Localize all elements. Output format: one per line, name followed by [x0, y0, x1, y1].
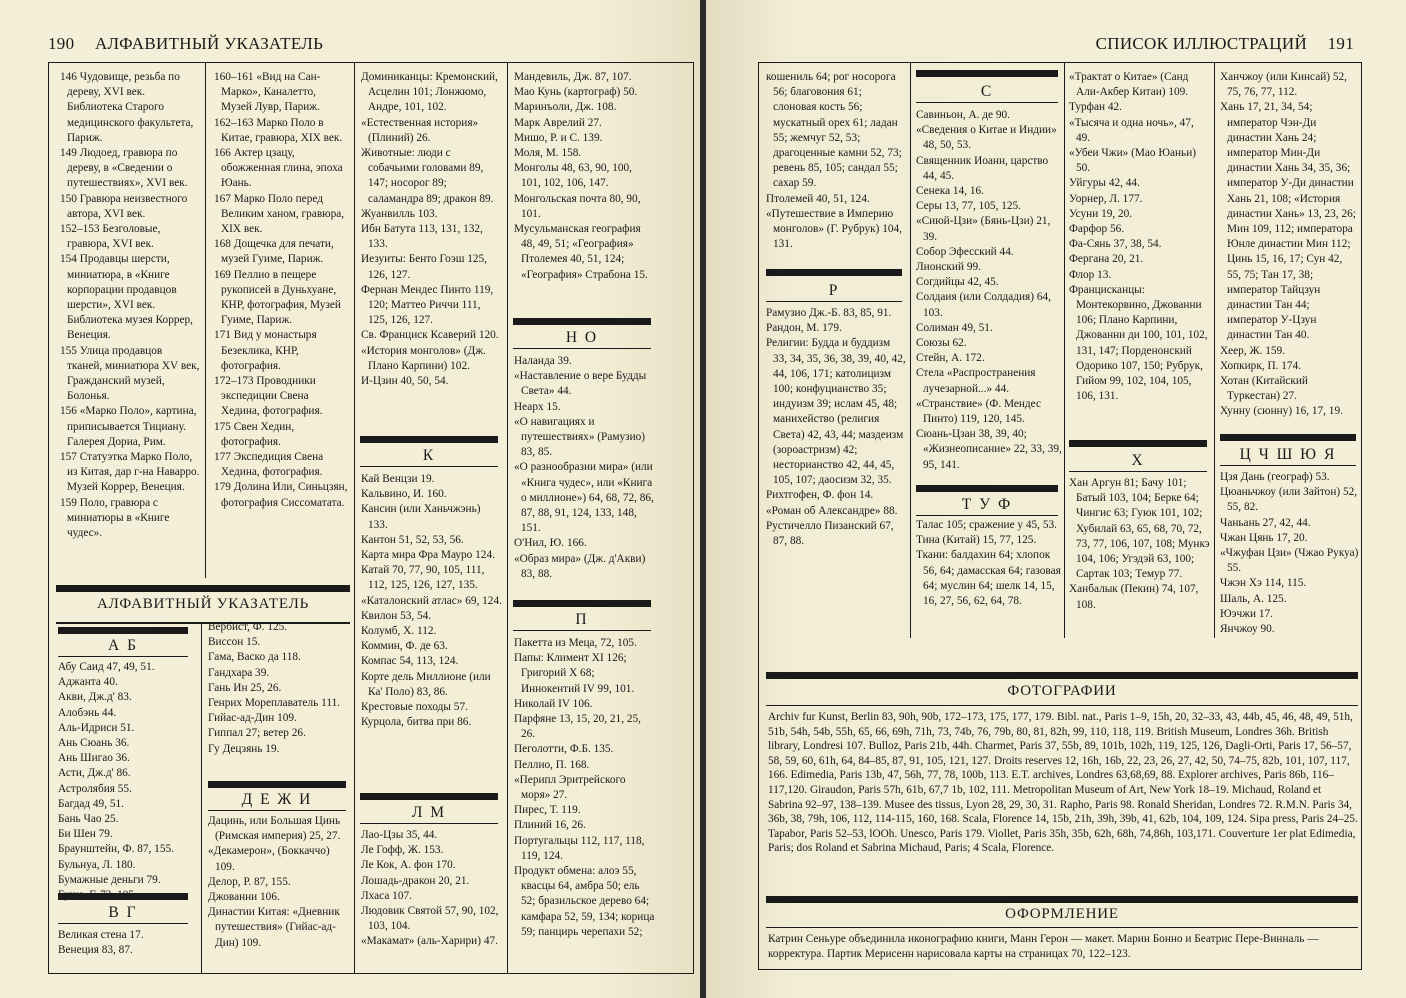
column-divider — [507, 62, 508, 974]
index-entry: Солдаия (или Солдадия) 64, 103. — [916, 291, 1051, 319]
section-s-entries — [916, 108, 1062, 480]
index-entry: Уорнер, Л. 177. — [1069, 192, 1143, 205]
section-p-entries — [514, 636, 656, 966]
index-entry: Генрих Мореплаватель 111. — [208, 697, 341, 710]
index-entry: Цюаньчжоу (или Зайтон) 52, 55, 82. — [1220, 486, 1358, 514]
index-entry: Гу Децзянь 19. — [208, 742, 280, 755]
index-entry: Колумб, Х. 112. — [361, 625, 437, 638]
index-entry: 149 Людоед, гравюра по дереву, в «Сведении о путешествиях», XVI век. — [60, 147, 188, 190]
design-underline — [766, 927, 1358, 928]
index-entry: Мао Кунь (картограф) 50. — [514, 86, 638, 99]
index-entry: Лао-Цзы 35, 44. — [361, 829, 438, 841]
index-entry: 169 Пеллио в пещере рукописей в Дуньхуане, КНР, фотография, Музей Гуиме, Париж. — [214, 268, 341, 327]
index-entry: Карта мира Фра Мауро 124. — [361, 549, 495, 562]
section-rule — [1220, 434, 1356, 441]
index-entry: Вербист, Ф. 125. — [208, 621, 288, 633]
index-entry: «Убеи Чжи» (Мао Юаньи) 50. — [1069, 147, 1197, 175]
index-entry: Турфан 42. — [1069, 101, 1122, 114]
index-entry: 179 Долина Или, Синьцзян, фотография Сиссоматата. — [214, 481, 348, 509]
section-ab-entries — [58, 660, 196, 885]
index-entry: Пеголотти, Ф.Б. 135. — [514, 743, 614, 756]
index-entry: 175 Свен Хедин, фотография. — [214, 420, 295, 448]
index-entry: «Чжуфан Цзи» (Чжао Рукуа) 55. — [1220, 547, 1359, 575]
index-entry: «Тысяча и одна ночь», 47, 49. — [1069, 116, 1194, 144]
index-entry: Венеция 83, 87. — [58, 944, 133, 957]
index-entry: Гама, Васко да 118. — [208, 651, 301, 664]
illustrations-column-1 — [60, 70, 200, 580]
index-entry: Кай Венцзи 19. — [361, 473, 435, 485]
index-entry: «Наставление о вере Будды Света» 44. — [514, 370, 647, 398]
index-entry: 171 Вид у монастыря Безеклика, КНР, фотография. — [214, 329, 317, 372]
index-entry: Курцола, битва при 86. — [361, 716, 472, 729]
photos-rule — [766, 672, 1358, 679]
photos-underline — [766, 705, 1358, 706]
column-divider — [354, 62, 355, 974]
index-entry: Фергана 20, 21. — [1069, 253, 1144, 266]
right-column-1-top — [766, 70, 906, 270]
right-column-3-top — [1069, 70, 1209, 435]
index-entry: 154 Продавцы шерсти, миниатюра, в «Книге корпорации продавцов шерсти», XVI век. Библиотека музея Коррер, Венеция. — [60, 253, 193, 342]
index-entry: Стела «Распространения лучезарной...» 44. — [916, 367, 1036, 395]
section-underline — [360, 466, 498, 467]
column-divider — [1214, 62, 1215, 638]
index-entry: Продукт обмена: алоэ 55, квасцы 64, амбра 50; ель 52; бразильское дерево 64; камфара 52, 59, 134; корица 59; панцирь черепахи 52; — [514, 865, 655, 938]
index-entry: «О разнообразии мира» (или «Книга чудес», или «Книга о миллионе») 64, 68, 72, 86, 87, 88, 91, 124, 133, 148, 151. — [514, 461, 654, 535]
index-entry: Ханбалык (Пекин) 74, 107, 108. — [1069, 583, 1199, 611]
index-entry: Союзы 62. — [916, 337, 967, 350]
section-letter-k: К — [422, 447, 436, 464]
index-entry: Уйгуры 42, 44. — [1069, 177, 1140, 190]
section-rule — [360, 793, 498, 800]
index-entry: 168 Дощечка для печати, музей Гуиме, Париж. — [214, 238, 334, 266]
index-entry: Хопкирк, П. 174. — [1220, 359, 1302, 372]
left-running-head — [48, 34, 323, 54]
section-underline — [916, 102, 1058, 103]
section-dezhi-entries — [208, 814, 348, 966]
index-entry: Талас 105; сражение у 45, 53. — [916, 519, 1057, 531]
index-entry: Доминиканцы: Кремонский, Асцелин 101; Лонжюмо, Андре, 101, 102. — [361, 71, 498, 114]
section-underline — [513, 630, 651, 631]
section-rule — [766, 269, 902, 276]
index-entry: Марк Аврелий 27. — [514, 116, 602, 129]
index-entry: Делор, Р. 87, 155. — [208, 875, 291, 888]
section-underline — [766, 301, 902, 302]
index-entry: Фарфор 56. — [1069, 223, 1125, 236]
index-entry: 167 Марко Поло перед Великим ханом, гравюра, XIX век. — [214, 192, 345, 236]
index-entry: Аль-Идриси 51. — [58, 721, 135, 734]
index-entry: Великая стена 17. — [58, 929, 144, 941]
illustrations-column-2 — [214, 70, 348, 580]
index-entry: Ань Шигао 36. — [58, 752, 130, 765]
section-underline — [1220, 465, 1356, 466]
index-entry: Мусульманская география 48, 49, 51; «География» Птолемея 40, 51, 124; «География» Страбона 15. — [514, 223, 648, 281]
index-entry: И-Цзин 40, 50, 54. — [361, 375, 449, 388]
section-letter-s: С — [980, 83, 994, 100]
index-entry: Мишо, Р. и С. 139. — [514, 131, 603, 144]
section-rule — [513, 600, 651, 607]
index-entry: Савиньон, А. де 90. — [916, 109, 1010, 121]
index-entry: Династии Китая: «Дневник путешествия» (Гийас-ад-Дин) 109. — [208, 906, 340, 949]
left-running-title: АЛФАВИТНЫЙ УКАЗАТЕЛЬ — [94, 34, 324, 53]
section-underline — [1069, 471, 1207, 472]
section-vg-entries — [58, 928, 196, 964]
index-entry: Ткани: балдахин 64; хлопок 56, 64; дамасская 64; газовая 64; муслин 64; шелк 14, 15, 16, 27, 56, 62, 64, 78. — [916, 549, 1061, 608]
index-entry: Пеллио, П. 168. — [514, 758, 590, 771]
index-entry: «Каталонский атлас» 69, 124. — [361, 594, 502, 607]
section-letter-ab: А Б — [108, 637, 138, 654]
section-underline — [916, 515, 1058, 516]
section-letter-r: Р — [828, 282, 840, 299]
right-running-title: СПИСОК ИЛЛЮСТРАЦИЙ — [1095, 34, 1308, 53]
index-entry: «Декамерон», (Боккаччо) 109. — [208, 845, 330, 873]
index-entry: Николай IV 106. — [514, 697, 593, 710]
index-entry: Бань Чао 25. — [58, 813, 119, 826]
index-entry: 155 Улица продавцов тканей, миниатюра XV век, Гражданский музей, Болонья. — [60, 344, 200, 403]
index-entry: Пакетта из Меца, 72, 105. — [514, 637, 637, 649]
index-entry: Хунну (сюнну) 16, 17, 19. — [1220, 405, 1343, 418]
section-rule — [360, 436, 498, 443]
section-rule — [916, 485, 1058, 492]
section-h-entries — [1069, 476, 1211, 638]
section-lm-entries — [361, 828, 503, 968]
index-entry: Папы: Климент XI 126; Григорий X 68; Иннокентий IV 99, 101. — [514, 652, 635, 695]
index-entry: Ань Сюань 36. — [58, 737, 130, 750]
index-entry: 177 Экспедиция Свена Хедина, фотография. — [214, 451, 324, 479]
index-entry: Хань 17, 21, 34, 54; император Чэн-Ди династии Хань 24; император Мин-Ди династии Хань 34, 35, 36; император У-Ди династии Хань 21, 108; «История династии Хань» 13, 23, 26; Мин 109, 112; императора Юнле династии Мин 112; Цинь 15, 16, 17; Сун 42, 55, 75; Тан 17, 38; император Тайцзун династии Тан 44; император У-Цзун династии Тан 40. — [1220, 101, 1356, 342]
section-underline — [58, 656, 188, 657]
index-entry: 156 «Марко Поло», картина, приписывается Тициану. Галерея Дориа, Рим. — [60, 405, 197, 448]
index-entry: Пирес, Т. 119. — [514, 804, 581, 817]
index-entry: 159 Поло, гравюра с миниатюры в «Книге чудес». — [60, 496, 170, 540]
index-entry: «История монголов» (Дж. Плано Карпини) 102. — [361, 344, 486, 372]
index-column-2-entries — [208, 620, 348, 770]
index-entry: Цзя Дань (географ) 53. — [1220, 471, 1330, 483]
section-k-entries — [361, 472, 503, 787]
index-entry: Ибн Батута 113, 131, 132, 133. — [361, 223, 483, 251]
column-divider — [910, 62, 911, 638]
section-letter-p: П — [575, 611, 589, 628]
index-entry: 166 Актер цзацу, обожженная глина, эпоха Юань. — [214, 147, 343, 190]
index-entry: Астролябия 55. — [58, 782, 132, 795]
index-entry: Гань Ин 25, 26. — [208, 681, 282, 694]
index-entry: Сенека 14, 16. — [916, 185, 984, 198]
index-entry: Лхаса 107. — [361, 889, 412, 902]
index-entry: 150 Гравюра неизвестного автора, XVI век. — [60, 192, 188, 220]
column-divider — [1064, 62, 1065, 638]
index-entry: Францисканцы: Монтекорвино, Джованни 106; Плано Карпини, Джованни ди 100, 101, 102, 131, 147; Порденонский Одорико 107, 150; Рубрук, Гийом 99, 102, 104, 105, 106, 131. — [1069, 283, 1208, 403]
index-entry: Абу Саид 47, 49, 51. — [58, 661, 155, 673]
index-entry: Рандон, М. 179. — [766, 322, 842, 335]
index-entry: Серы 13, 77, 105, 125. — [916, 200, 1022, 213]
index-entry: Компас 54, 113, 124. — [361, 655, 459, 668]
section-tuf-entries — [916, 518, 1062, 638]
index-entry: Плиний 16, 26. — [514, 819, 586, 832]
index-entry: Браунштейн, Ф. 87, 155. — [58, 843, 174, 856]
index-entry: Дацинь, или Большая Цинь (Римская империя) 25, 27. — [208, 815, 341, 843]
index-entry: Шаль, А. 125. — [1220, 592, 1287, 605]
section-letter-lm: Л М — [411, 804, 447, 821]
index-entry: «О навигациях и путешествиях» (Рамузио) 83, 85. — [514, 415, 646, 459]
index-entry: Птолемей 40, 51, 124. — [766, 192, 870, 205]
section-underline — [208, 810, 346, 811]
index-entry: Ле Гофф, Ж. 153. — [361, 844, 444, 857]
index-entry: Гандхара 39. — [208, 666, 270, 679]
index-entry: Акви, Дж.д' 83. — [58, 691, 132, 704]
index-entry: Багдад 49, 51. — [58, 797, 124, 810]
column-divider — [205, 62, 206, 578]
index-entry: «Странствие» (Ф. Мендес Пинто) 119, 120, 145. — [916, 397, 1041, 426]
index-entry: Рустичелло Пизанский 67, 87, 88. — [766, 519, 894, 548]
section-underline — [360, 823, 498, 824]
index-heading-rule — [56, 585, 350, 592]
index-entry: Кансин (или Ханьчжэнь) 133. — [361, 503, 481, 531]
index-entry: Парфяне 13, 15, 20, 21, 25, 26. — [514, 713, 641, 741]
section-letter-h: Х — [1131, 452, 1145, 469]
index-entry: Кальвино, И. 160. — [361, 488, 447, 501]
index-entry: Лошадь-дракон 20, 21. — [361, 874, 470, 887]
index-entry: Катай 70, 77, 90, 105, 111, 112, 125, 126, 127, 135. — [361, 564, 485, 592]
photos-credits-text: Archiv fur Kunst, Berlin 83, 90h, 90b, 172–173, 175, 177, 179. Bibl. nat., Paris 1–9, 15h, 20, 32–33, 43, 44b, 45, 46, 48, 49, 51h, 51b, 54h, 54b, 55h, 65, 66, 69h, 71h, 73, 74b, 76, 79b, 80, 81, 82h, 99, 110, 118, 119. British Museum, Londres 36h. British library, Londresi 107. Bulloz, Paris 21b, 44h. Charmet, Paris 37, 55b, 89, 101b, 102h, 119, 125, 126, Dagli-Orti, Paris 17, 56–57, 58, 59, 60, 61h, 64, 84–85, 87, 91, 105, 121, 127. Droits reserves 12, 16h, 16b, 22, 23, 26, 27, 42, 50, 74–75, 82b, 101, 107, 117, 166. Edimedia, Paris 13b, 47, 56h, 77, 78, 100b, 113. E.T. archives, Londres 63,68,69, 88. Explorer archives, Paris 86b, 116–117,120. Giraudon, Paris 57h, 61b, 67,7 1b, 102, 111. Metropolitan Museum of Art, New York 18–19. Michaud, Roland et Sabrina 92–97, 138–139. Musee des tissus, Lyon 28, 29, 30, 31. Rapho, Paris 98. Ronald Sheridan, Londres 72. R.M.N. Paris 34, 36b, 38, 79h, 106, 112, 114-115, 160, 168. Scala, Florence 14, 15b, 21h, 39h, 39b, 41, 62b, 104, 109, 124. Sipa press, Paris 24–25. Tapabor, Paris 52–53, lOOh. Unesco, Paris 179. Viollet, Paris 35h, 35b, 62h, 68h, 74,86h, 103,171. Couverture 1er plat Edimedia, Paris; dos Roland et Sabrina Michaud, Paris; 4 Scala, Florence. — [768, 711, 1358, 855]
index-entry: Солиман 49, 51. — [916, 321, 993, 334]
section-letter-tschshyu: Ц Ч Ш Ю Я — [1239, 446, 1337, 463]
index-entry: Мандевиль, Дж. 87, 107. — [514, 71, 632, 83]
index-entry: Хотан (Китайский Туркестан) 27. — [1220, 375, 1308, 403]
index-entry: «Трактат о Китае» (Санд Али-Акбер Китаи) 109. — [1069, 71, 1189, 99]
index-entry: Чжэн Хэ 114, 115. — [1220, 577, 1307, 590]
index-entry: Монголы 48, 63, 90, 100, 101, 102, 106, 147. — [514, 162, 632, 190]
section-letter-no: Н О — [565, 329, 599, 346]
index-entry: 162–163 Марко Поло в Китае, гравюра, XIX век. — [214, 116, 343, 144]
index-entry: Жуанвилль 103. — [361, 207, 438, 220]
index-entry: О'Нил, Ю. 166. — [514, 537, 587, 550]
index-entry: Св. Франциск Ксаверий 120. — [361, 329, 499, 342]
index-entry: «Перипл Эритрейского моря» 27. — [514, 773, 626, 802]
design-heading: ОФОРМЛЕНИЕ — [1005, 906, 1119, 922]
index-entry: «Путешествие в Империю монголов» (Г. Рубрук) 104, 131. — [766, 207, 902, 251]
index-entry: «Сведения о Китае и Индии» 48, 50, 53. — [916, 124, 1057, 152]
index-entry: Священник Иоанн, царство 44, 45. — [916, 154, 1049, 182]
index-entry: «Сиюй-Цзи» (Бянь-Цзи) 21, 39. — [916, 215, 1051, 243]
index-entry: Усуни 19, 20. — [1069, 207, 1133, 220]
index-entry: Гиппал 27; ветер 26. — [208, 727, 306, 740]
index-entry: Асти, Дж.д' 86. — [58, 767, 131, 780]
design-credits-text: Катрин Сеньуре объединила иконографию книги, Манн Герон — макет. Марин Бонно и Беатрис Пере-Винналь — корректура. Партик Мерисенн нарисовала карты на страницах 70, 122–123. — [768, 933, 1319, 960]
index-entry: Рихтгофен, Ф. фон 14. — [766, 489, 874, 502]
index-entry: Чжан Цянь 17, 20. — [1220, 531, 1308, 544]
index-entry: Маринъоли, Дж. 108. — [514, 101, 617, 114]
index-entry: 172–173 Проводники экспедиции Свена Хедина, фотография. — [214, 375, 323, 418]
index-entry: Хеер, Ж. 159. — [1220, 344, 1286, 357]
section-r-entries — [766, 306, 906, 632]
left-page — [0, 0, 700, 998]
index-entry: Чаньань 27, 42, 44. — [1220, 516, 1311, 529]
index-entry: Аджанта 40. — [58, 676, 118, 689]
section-no-entries — [514, 354, 656, 594]
index-entry: Животные: люди с собачьими головами 89, 147; носорог 89; саламандра 89; дракон 89. — [361, 147, 494, 205]
index-entry: «Естественная история» (Плиний) 26. — [361, 116, 479, 144]
index-entry: Кантон 51, 52, 53, 56. — [361, 533, 464, 546]
index-entry: Би Шен 79. — [58, 828, 113, 841]
index-entry: Ханчжоу (или Кинсай) 52, 75, 76, 77, 112. — [1220, 71, 1347, 99]
index-entry: Коммин, Ф. де 63. — [361, 640, 448, 653]
index-entry: Наланда 39. — [514, 355, 572, 367]
index-entry: Крестовые походы 57. — [361, 701, 468, 714]
index-entry: Алобэнь 44. — [58, 706, 117, 719]
index-entry: Бульнуа, Л. 180. — [58, 858, 136, 871]
index-entry: Стейн, А. 172. — [916, 352, 985, 365]
section-rule — [208, 781, 346, 788]
index-entry: Сюань-Цзан 38, 39, 40; «Жизнеописание» 22, 33, 39, 95, 141. — [916, 428, 1062, 471]
section-rule — [1069, 440, 1207, 447]
index-entry: Корте дель Миллионе (или Ка' Поло) 83, 86. — [361, 670, 491, 698]
index-entry: Неарх 15. — [514, 400, 561, 413]
section-rule — [513, 318, 651, 325]
section-rule — [916, 70, 1058, 77]
section-rule — [58, 627, 188, 634]
index-entry: Джованни 106. — [208, 891, 280, 904]
index-entry: Собор Эфесский 44. — [916, 245, 1014, 258]
index-entry: «Образ мира» (Дж. д'Акви) 83, 88. — [514, 552, 646, 580]
right-page-number: 191 — [1327, 34, 1354, 53]
index-entry: Рамузио Дж.-Б. 83, 85, 91. — [766, 307, 892, 319]
index-entry: Лионский 99. — [916, 261, 981, 274]
section-letter-dezhi: Д Е Ж И — [241, 791, 313, 808]
index-entry: Хан Аргун 81; Бачу 101; Батый 103, 104; Берке 64; Чингис 63; Гуюк 101, 102; Хубилай 63, 65, 68, 70, 72, 73, 77, 106, 107, 108; Мункэ 104, 106; Угэдэй 63, 100; Сартак 103; Темур 77. — [1069, 477, 1210, 581]
index-entry: Ле Кок, А. фон 170. — [361, 859, 456, 872]
section-underline — [513, 348, 651, 349]
index-entry: Юэчжи 17. — [1220, 607, 1273, 620]
index-column-4-top — [514, 70, 654, 310]
index-entry: кошениль 64; рог носорога 56; благовония 61; слоновая кость 56; мускатный орех 61; ладан 55; жемчуг 52, 53; драгоценные камни 52, 73; ревень 85, 105; сандал 55; сахар 59. — [766, 71, 902, 190]
index-entry: Бумажные деньги 79. — [58, 873, 161, 886]
right-column-4-top — [1220, 70, 1356, 430]
index-entry: 152–153 Безголовые, гравюра, XVI век. — [60, 223, 161, 251]
index-entry: 157 Статуэтка Марко Поло, из Китая, дар г-на Наварро. Музей Коррер, Венеция. — [60, 451, 200, 494]
section-letter-vg: В Г — [108, 904, 138, 921]
section-tschshyu-entries — [1220, 470, 1360, 638]
left-page-number: 190 — [48, 34, 75, 53]
index-entry: Иезуиты: Бенто Гоэш 125, 126, 127. — [361, 253, 487, 281]
index-heading: АЛФАВИТНЫЙ УКАЗАТЕЛЬ — [96, 596, 310, 612]
index-entry: Монгольская почта 80, 90, 101. — [514, 192, 641, 220]
index-entry: Людовик Святой 57, 90, 102, 103, 104. — [361, 905, 499, 933]
index-entry: Португальцы 112, 117, 118, 119, 124. — [514, 834, 645, 862]
section-letter-tuf: Т У Ф — [961, 496, 1013, 513]
index-entry: 146 Чудовище, резьба по дереву, XVI век. Библиотека Старого медицинского факультета, Париж. — [60, 71, 194, 144]
index-entry: Фернан Мендес Пинто 119, 120; Маттео Риччи 111, 125, 126, 127. — [361, 283, 494, 327]
index-entry: «Роман об Александре» 88. — [766, 504, 898, 517]
column-divider — [201, 622, 202, 974]
index-entry: «Макамат» (аль-Харири) 47. — [361, 935, 498, 948]
index-column-3-top — [361, 70, 501, 430]
index-entry: Согдийцы 42, 45. — [916, 276, 999, 289]
photos-heading: ФОТОГРАФИИ — [1007, 683, 1117, 699]
index-entry: Виссон 15. — [208, 636, 261, 649]
index-entry: Тина (Китай) 15, 77, 125. — [916, 534, 1037, 547]
section-rule — [58, 893, 188, 900]
index-entry: Религии: Будда и буддизм 33, 34, 35, 36, 38, 39, 40, 42, 44, 106, 171; католицизм 100; конфуцианство 35; индуизм 39; ислам 45, 48; манихейство (религия Света) 42, 43, 44; маздеизм (зороастризм) 42; несторианство 42, 44, 45, 105, 107; даосизм 32, 35. — [766, 337, 906, 487]
index-entry: Квилон 53, 54. — [361, 609, 432, 622]
design-rule — [766, 896, 1358, 903]
index-entry: Янчжоу 90. — [1220, 623, 1275, 636]
index-entry: Гийас-ад-Дин 109. — [208, 712, 297, 725]
index-entry: Моля, М. 158. — [514, 147, 582, 160]
right-running-head — [1096, 34, 1354, 54]
index-entry: Флор 13. — [1069, 268, 1112, 281]
section-underline — [58, 923, 188, 924]
right-page — [706, 0, 1406, 998]
index-entry: Фа-Сянь 37, 38, 54. — [1069, 238, 1162, 251]
index-entry: 160–161 «Вид на Сан-Марко», Каналетто, Музей Лувр, Париж. — [214, 71, 321, 114]
